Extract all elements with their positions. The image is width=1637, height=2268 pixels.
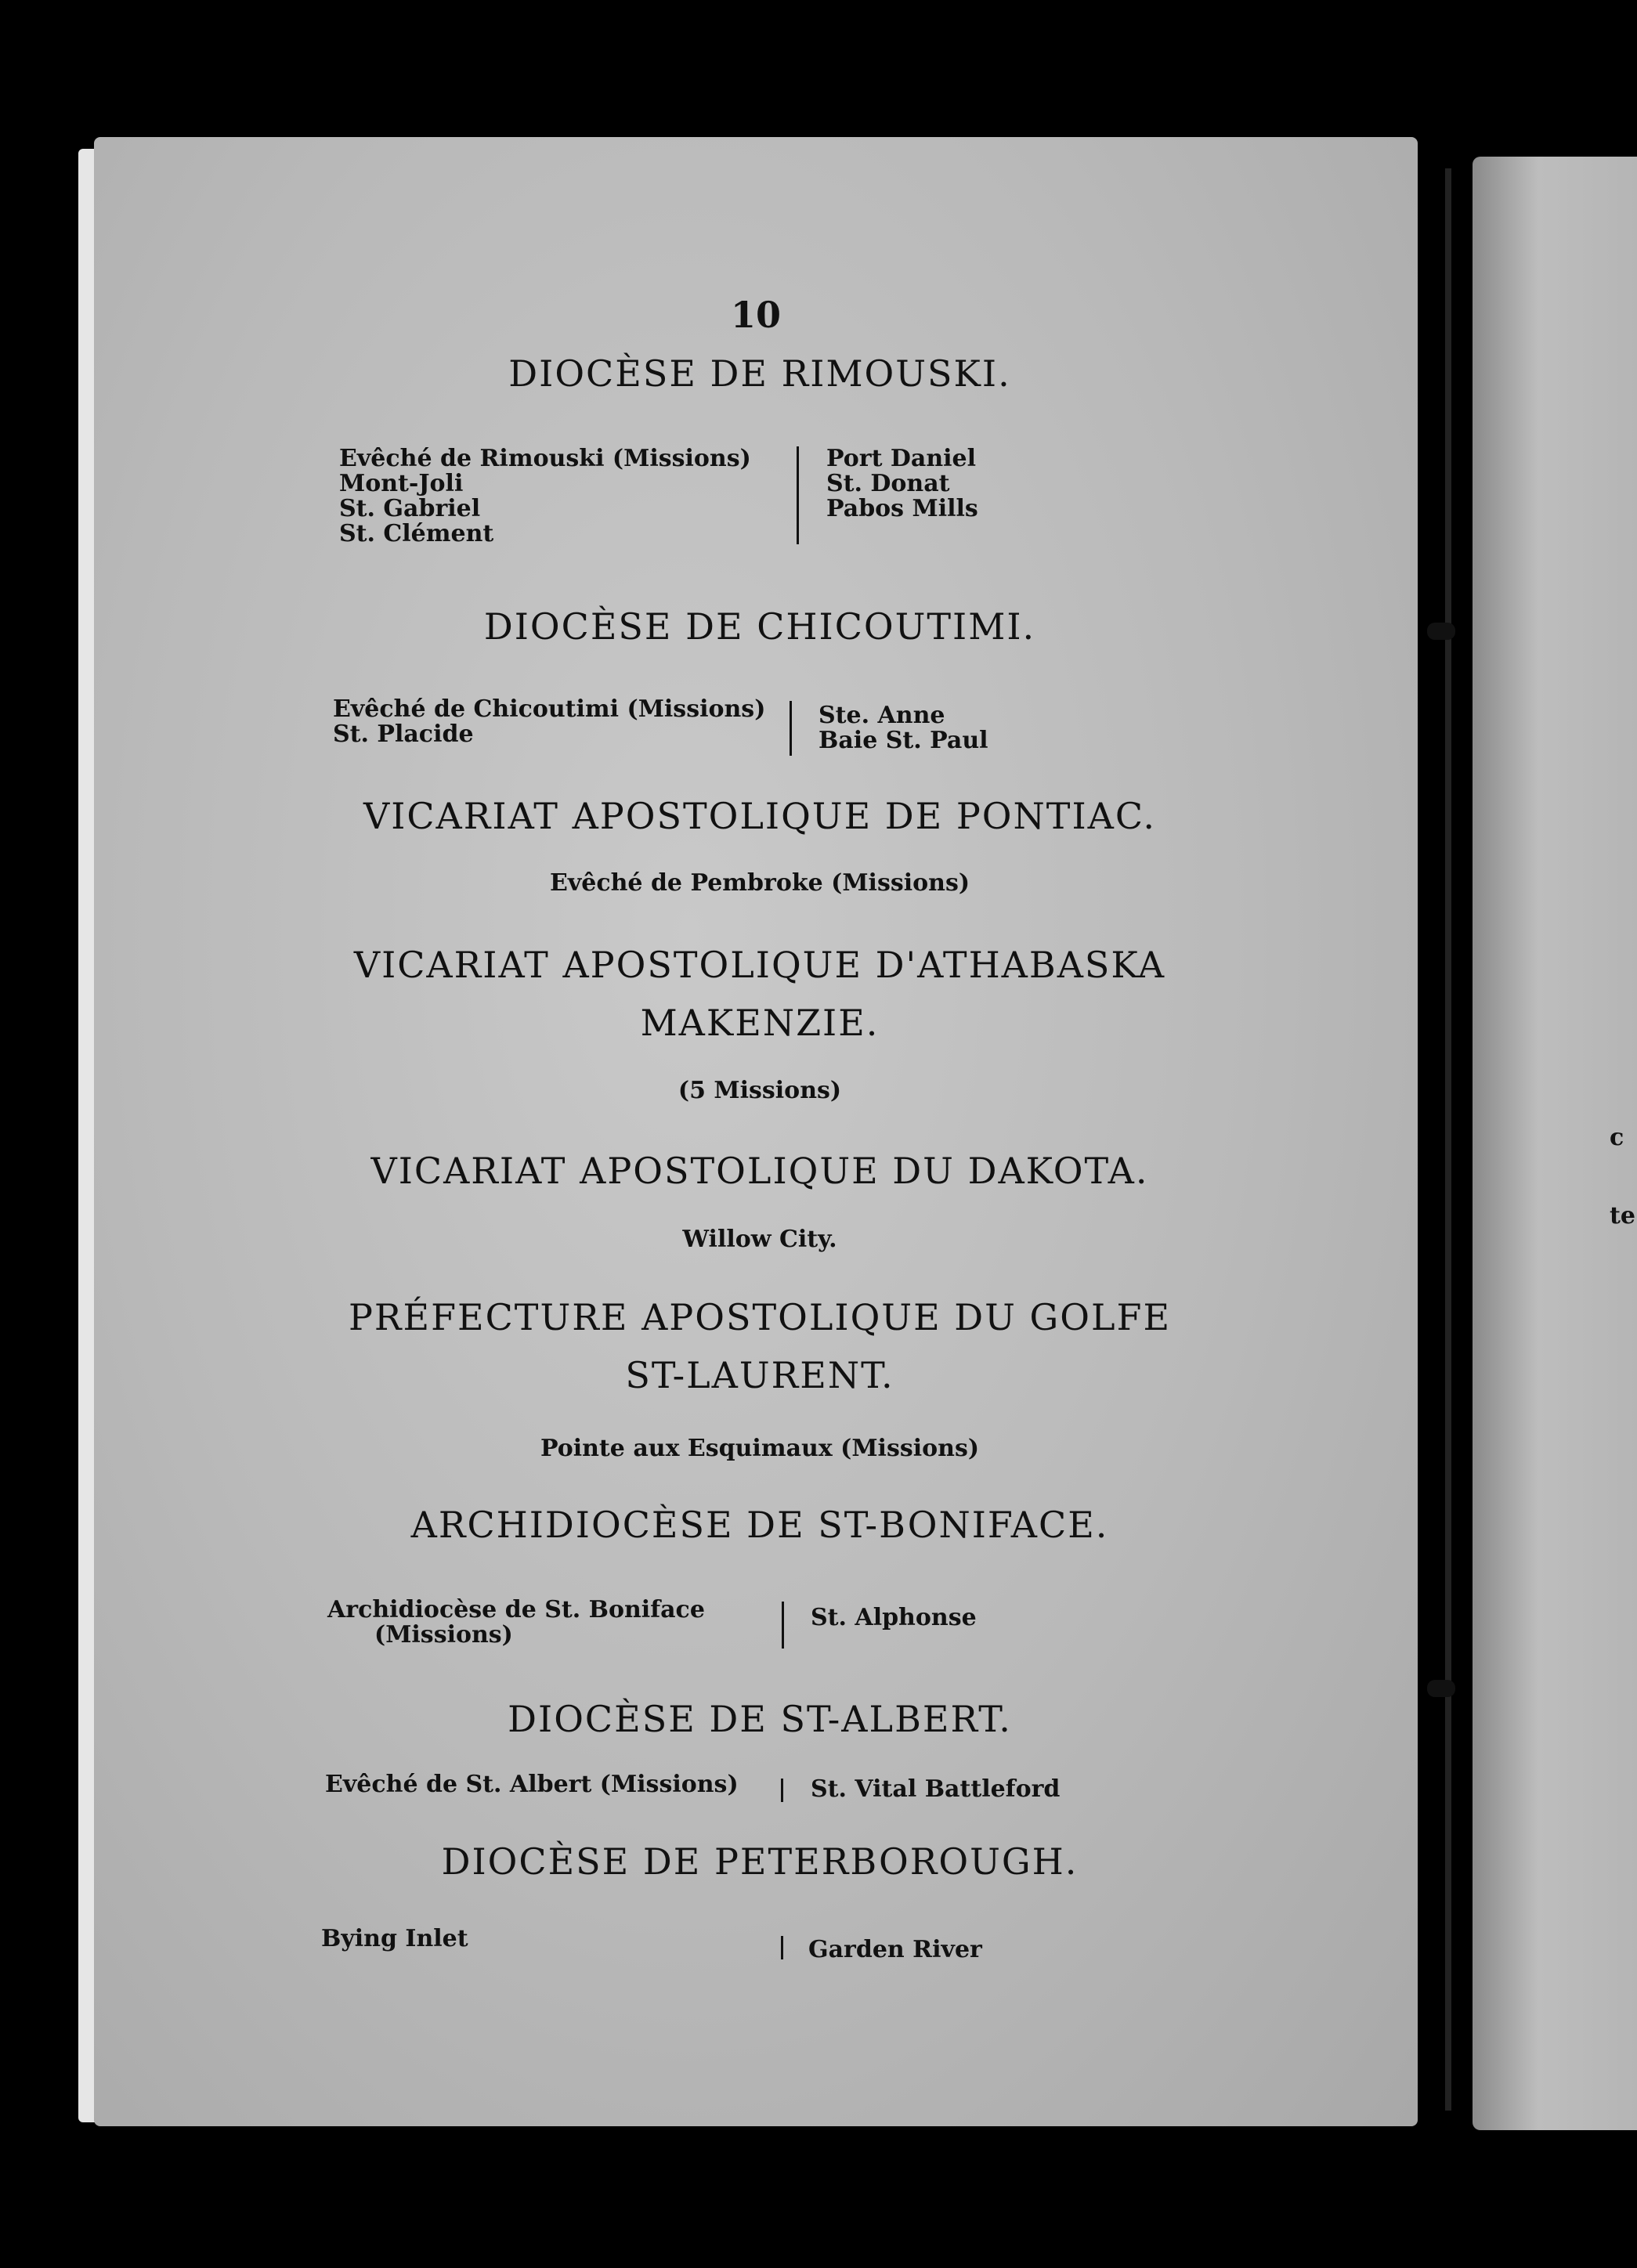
section-heading [204,936,1316,1052]
heading-line: MAKENZIE. [640,1002,880,1044]
facing-page-letters: c [1610,1124,1624,1151]
two-column-list [94,1772,1418,1811]
section-heading: DIOCÈSE DE CHICOUTIMI. [483,605,1036,648]
binding-stitch [1427,623,1455,640]
list-item: Ste. Anne [818,702,945,729]
right-column [808,1938,982,1963]
left-column [325,1772,739,1797]
heading-line: VICARIAT APOSTOLIQUE D'ATHABASKA [353,944,1166,986]
list-item: Archidiocèse de St. Boniface [327,1596,705,1623]
list-item: (Missions) [374,1621,513,1649]
column-divider [781,1779,783,1802]
right-column [811,1777,1060,1802]
heading-line: ST-LAURENT. [625,1354,894,1396]
left-column [327,1598,705,1648]
right-column [811,1605,977,1631]
left-column [333,697,765,747]
list-item: St. Placide [333,720,474,748]
section-line: Pointe aux Esquimaux (Missions) [540,1435,980,1462]
section-heading: VICARIAT APOSTOLIQUE DE PONTIAC. [363,795,1157,837]
right-column [826,446,978,522]
two-column-list [94,1598,1418,1660]
list-item: St. Alphonse [811,1604,977,1631]
column-divider [781,1936,783,1959]
column-divider [797,446,799,544]
two-column-list [94,1927,1418,1966]
list-item: Evêché de St. Albert (Missions) [325,1771,739,1798]
list-item: Garden River [808,1936,982,1963]
list-item: Baie St. Paul [818,727,988,754]
list-item: Evêché de Rimouski (Missions) [339,445,751,472]
list-item: St. Vital Battleford [811,1775,1061,1803]
page-number: 10 [730,294,781,336]
section-line: Evêché de Pembroke (Missions) [549,869,970,897]
left-column [321,1927,468,1952]
binding-spine [1445,168,1451,2111]
heading-line: PRÉFECTURE APOSTOLIQUE DU GOLFE [348,1296,1172,1338]
column-divider [782,1602,784,1649]
book-page [94,137,1418,2126]
section-line: (5 Missions) [678,1077,842,1104]
section-heading: DIOCÈSE DE ST-ALBERT. [508,1698,1012,1740]
section-line: Willow City. [682,1226,837,1253]
section-heading: VICARIAT APOSTOLIQUE DU DAKOTA. [370,1150,1149,1192]
right-column [818,703,988,753]
list-item: Port Daniel [826,445,977,472]
left-column [339,446,751,547]
list-item: St. Clément [339,520,494,547]
binding-stitch [1427,1680,1455,1697]
section-heading: DIOCÈSE DE RIMOUSKI. [508,352,1011,395]
section-heading: ARCHIDIOCÈSE DE ST-BONIFACE. [410,1504,1109,1546]
section-heading [204,1288,1316,1404]
list-item: Evêché de Chicoutimi (Missions) [333,695,766,723]
facing-page-letters: te [1610,1202,1635,1230]
list-item: Mont-Joli [339,470,464,497]
list-item: St. Donat [826,470,950,497]
column-divider [790,701,792,756]
section-heading: DIOCÈSE DE PETERBOROUGH. [441,1840,1079,1883]
two-column-list [94,446,1418,556]
list-item: Pabos Mills [826,495,978,522]
list-item: St. Gabriel [339,495,481,522]
two-column-list [94,697,1418,760]
list-item: Bying Inlet [321,1925,468,1952]
